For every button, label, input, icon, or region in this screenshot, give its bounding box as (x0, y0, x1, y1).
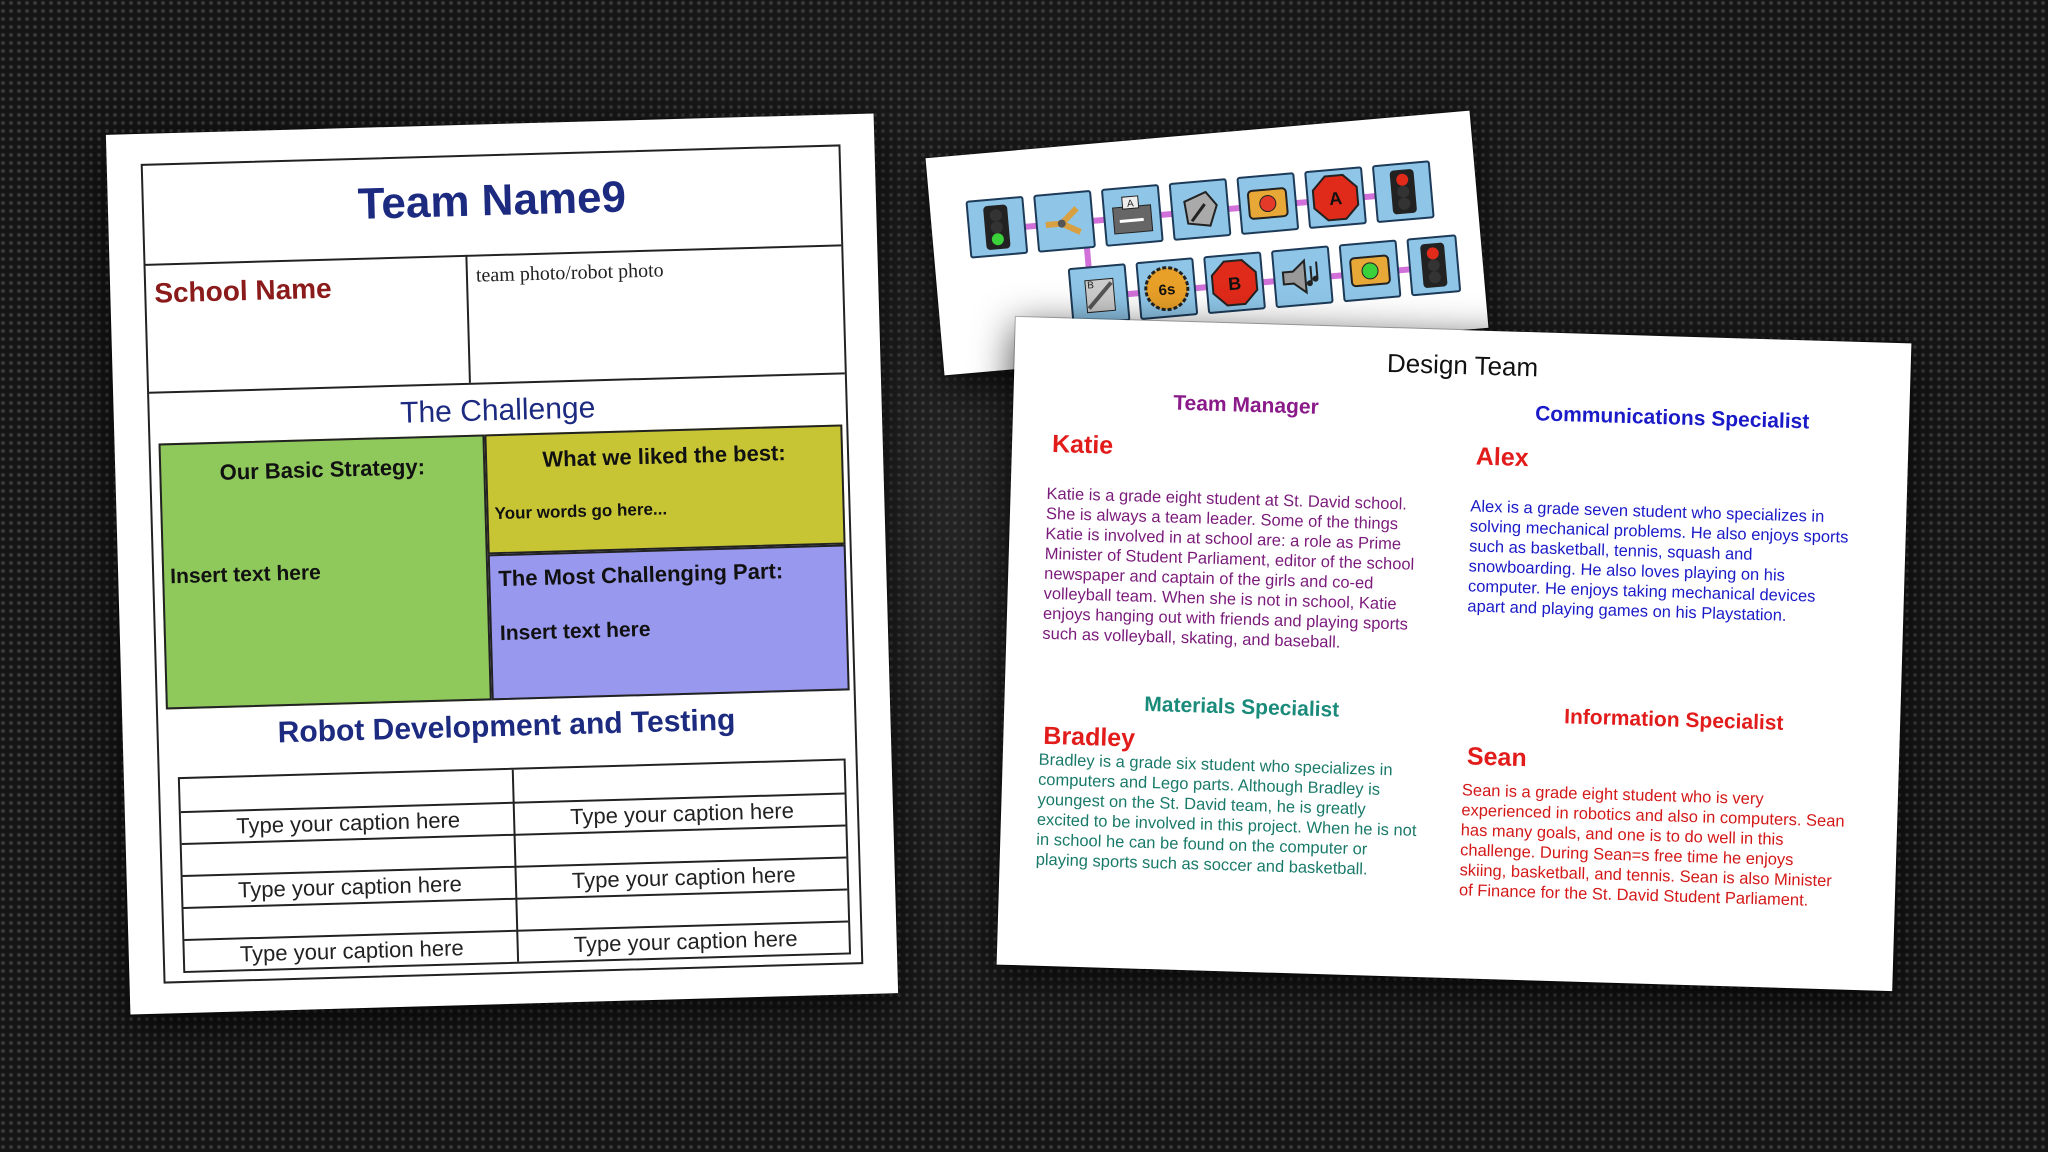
team-poster (106, 113, 898, 1014)
motor-block-icon (1101, 184, 1164, 247)
challenge-title: The Challenge (399, 391, 596, 430)
member-name-bradley: Bradley (1042, 721, 1136, 753)
sound-icon (1271, 245, 1334, 308)
member-name-sean: Sean (1466, 742, 1528, 773)
challenging-heading: The Most Challenging Part: (498, 558, 784, 592)
svg-text:6s: 6s (1157, 280, 1177, 300)
timer-icon (1135, 257, 1198, 320)
divider (465, 255, 471, 383)
role-information-specialist: Information Specialist (1563, 705, 1784, 735)
liked-text: Your words go here... (494, 499, 668, 524)
member-bio-alex: Alex is a grade seven student who specializes in solving mechanical problems. He also enjoys sports such as basketball, tennis, squash and snowboarding. He also loves playing on his computer. He enjoys taking mechanical devices apart and playing games on his Playstation. (1467, 497, 1849, 625)
challenging-text: Insert text here (499, 617, 651, 646)
photo-caption: Type your caption here (237, 871, 463, 903)
strategy-text: Insert text here (169, 561, 322, 589)
robot-development-title: Robot Development and Testing (277, 703, 736, 750)
liked-heading: What we liked the best: (542, 440, 786, 472)
divider (145, 244, 841, 265)
design-team-title: Design Team (1386, 347, 1539, 383)
challenging-part-box (488, 544, 850, 700)
svg-text:A: A (1328, 188, 1343, 210)
svg-text:B: B (1227, 273, 1243, 295)
stop-sign-icon (1203, 251, 1266, 314)
motor-block-icon (1068, 263, 1131, 326)
member-name-alex: Alex (1475, 442, 1530, 473)
sensor-icon (1169, 178, 1232, 241)
traffic-light-icon (1372, 160, 1435, 223)
role-communications-specialist: Communications Specialist (1534, 402, 1810, 434)
member-bio-sean: Sean is a grade eight student who is very experienced in robotics and also in computers. Sean has many goals, and one is to do well in this challenge. During Sean=s free time he enjoys skiing, basketball, and tennis. Sean is also Minister of Finance for the St. David Student Parliament. (1458, 781, 1845, 910)
team-name-title: Team Name9 (357, 172, 627, 229)
color-sensor-icon (1339, 239, 1402, 302)
photo-caption: Type your caption here (573, 925, 798, 958)
switch-icon (1033, 190, 1096, 253)
role-team-manager: Team Manager (1172, 391, 1320, 419)
traffic-light-icon (965, 196, 1028, 259)
role-materials-specialist: Materials Specialist (1144, 692, 1340, 722)
caption-grid (178, 758, 851, 973)
member-bio-katie: Katie is a grade eight student at St. David school. She is always a team leader. Some of the things Katie is involved in at school are: a role as Prime Minister of Student Parliament, editor of the school newspaper and captain of the girls and co-ed volleyball team. When she is not in school, Katie enjoys hanging out with friends and playing sports such as volleyball, skating, and baseball. (1042, 484, 1415, 652)
svg-text:A: A (1126, 198, 1135, 210)
stop-sign-icon (1304, 166, 1367, 229)
school-name: School Name (153, 272, 333, 309)
liked-best-box (484, 424, 845, 554)
team-photo-placeholder: team photo/robot photo (475, 259, 664, 287)
photo-caption: Type your caption here (235, 807, 461, 839)
member-bio-bradley: Bradley is a grade six student who specializes in computers and Lego parts. Although Bradley is youngest on the St. David team, he is greatly excited to be involved in this project. When he is not in school he can be found on the computer or playing sports such as soccer and basketball. (1035, 750, 1417, 879)
photo-caption: Type your caption here (571, 861, 797, 894)
svg-text:B: B (1086, 280, 1095, 292)
photo-caption: Type your caption here (569, 797, 795, 830)
color-sensor-icon (1236, 172, 1299, 235)
photo-caption: Type your caption here (239, 935, 464, 967)
strategy-heading: Our Basic Strategy: (219, 454, 426, 485)
member-name-katie: Katie (1051, 429, 1114, 460)
traffic-light-icon (1406, 234, 1461, 296)
design-team-sheet (997, 317, 1912, 991)
strategy-box (159, 434, 492, 709)
poster-frame (141, 144, 864, 983)
